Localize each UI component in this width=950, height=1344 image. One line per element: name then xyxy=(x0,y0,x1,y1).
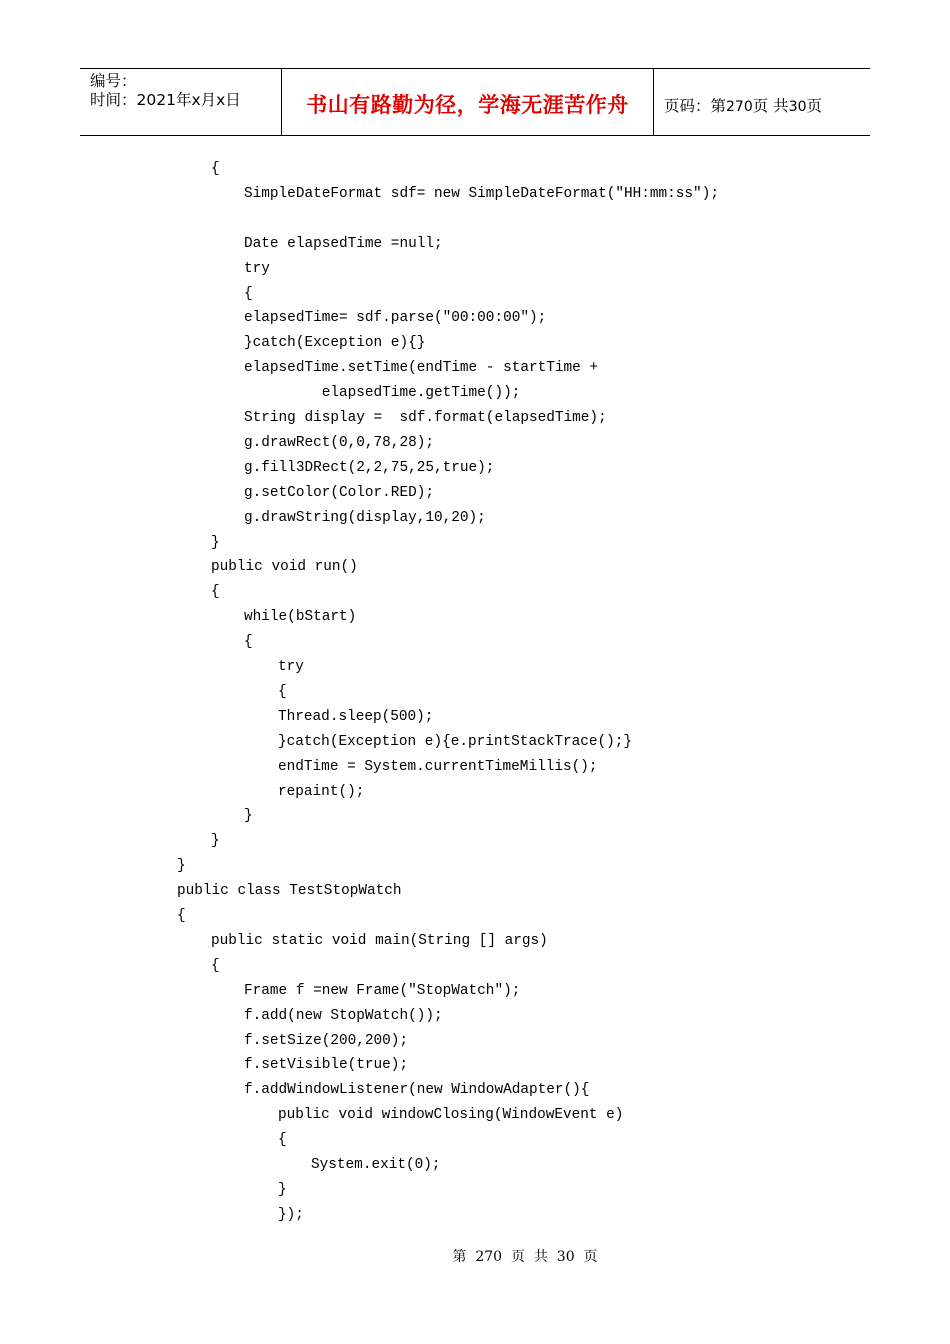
code-line: g.drawRect(0,0,78,28); xyxy=(244,434,434,451)
code-line: endTime = System.currentTimeMillis(); xyxy=(278,758,598,775)
code-line: repaint(); xyxy=(278,783,365,800)
code-line: SimpleDateFormat sdf= new SimpleDateFormat("HH:mm:ss"); xyxy=(244,185,719,202)
header-page-cell xyxy=(654,69,870,135)
code-line: Date elapsedTime =null; xyxy=(244,235,443,252)
header-motto-cell xyxy=(281,69,654,135)
code-line: g.setColor(Color.RED); xyxy=(244,484,434,501)
header-meta-cell xyxy=(80,69,281,135)
code-line: { xyxy=(211,957,220,974)
code-line: public static void main(String [] args) xyxy=(211,932,548,949)
code-line: elapsedTime.getTime()); xyxy=(244,385,521,402)
code-line: while(bStart) xyxy=(244,609,357,626)
code-line: try xyxy=(278,659,304,675)
code-line: elapsedTime.setTime(endTime - startTime + xyxy=(244,360,599,377)
code-line: { xyxy=(278,1132,287,1149)
page-prefix: 页码：第 xyxy=(664,97,727,115)
header-page-info xyxy=(664,94,822,116)
code-line: public void windowClosing(WindowEvent e) xyxy=(278,1107,624,1124)
code-line: g.drawString(display,10,20); xyxy=(244,509,486,526)
code-line: public void run() xyxy=(211,559,358,576)
code-line: public class TestStopWatch xyxy=(177,883,402,900)
code-line: }catch(Exception e){e.printStackTrace();} xyxy=(278,733,633,750)
page-total: 30 xyxy=(788,99,807,115)
code-line: f.addWindowListener(new WindowAdapter(){ xyxy=(244,1082,590,1099)
code-line: String display = sdf.format(elapsedTime); xyxy=(244,410,607,426)
document-number-label: 编号： xyxy=(90,72,137,90)
code-line: f.setVisible(true); xyxy=(244,1057,409,1074)
code-line: { xyxy=(244,285,253,302)
code-line: f.add(new StopWatch()); xyxy=(244,1007,443,1024)
code-line: } xyxy=(211,534,220,551)
code-line: elapsedTime= sdf.parse("00:00:00"); xyxy=(244,310,547,327)
code-line: System.exit(0); xyxy=(311,1157,441,1173)
code-line: { xyxy=(211,584,220,601)
page-current: 270 xyxy=(726,99,753,115)
code-line: try xyxy=(244,260,270,277)
page-footer: 第 270 页 共 30 页 xyxy=(452,1249,598,1265)
document-time xyxy=(90,91,241,109)
code-line: { xyxy=(244,634,253,651)
code-line: } xyxy=(177,858,186,875)
code-line: }); xyxy=(278,1206,304,1223)
code-line: { xyxy=(211,161,220,177)
code-line: { xyxy=(278,683,287,700)
code-line: } xyxy=(244,808,253,825)
code-line: Thread.sleep(500); xyxy=(278,708,434,725)
time-value: 2021年x月x日 xyxy=(136,91,241,109)
code-line: { xyxy=(177,908,186,924)
code-line: g.fill3DRect(2,2,75,25,true); xyxy=(244,459,495,476)
page-mid: 页 共 xyxy=(752,97,789,115)
code-line: } xyxy=(278,1181,287,1198)
page-header xyxy=(80,68,870,136)
header-motto: 书山有路勤为径，学海无涯苦作舟 xyxy=(306,93,629,117)
time-label: 时间： xyxy=(90,91,137,109)
code-line: f.setSize(200,200); xyxy=(244,1032,409,1049)
code-line: } xyxy=(211,833,220,850)
code-line: Frame f =new Frame("StopWatch"); xyxy=(244,982,521,999)
page-suffix: 页 xyxy=(806,97,823,115)
code-line: }catch(Exception e){} xyxy=(244,335,426,352)
